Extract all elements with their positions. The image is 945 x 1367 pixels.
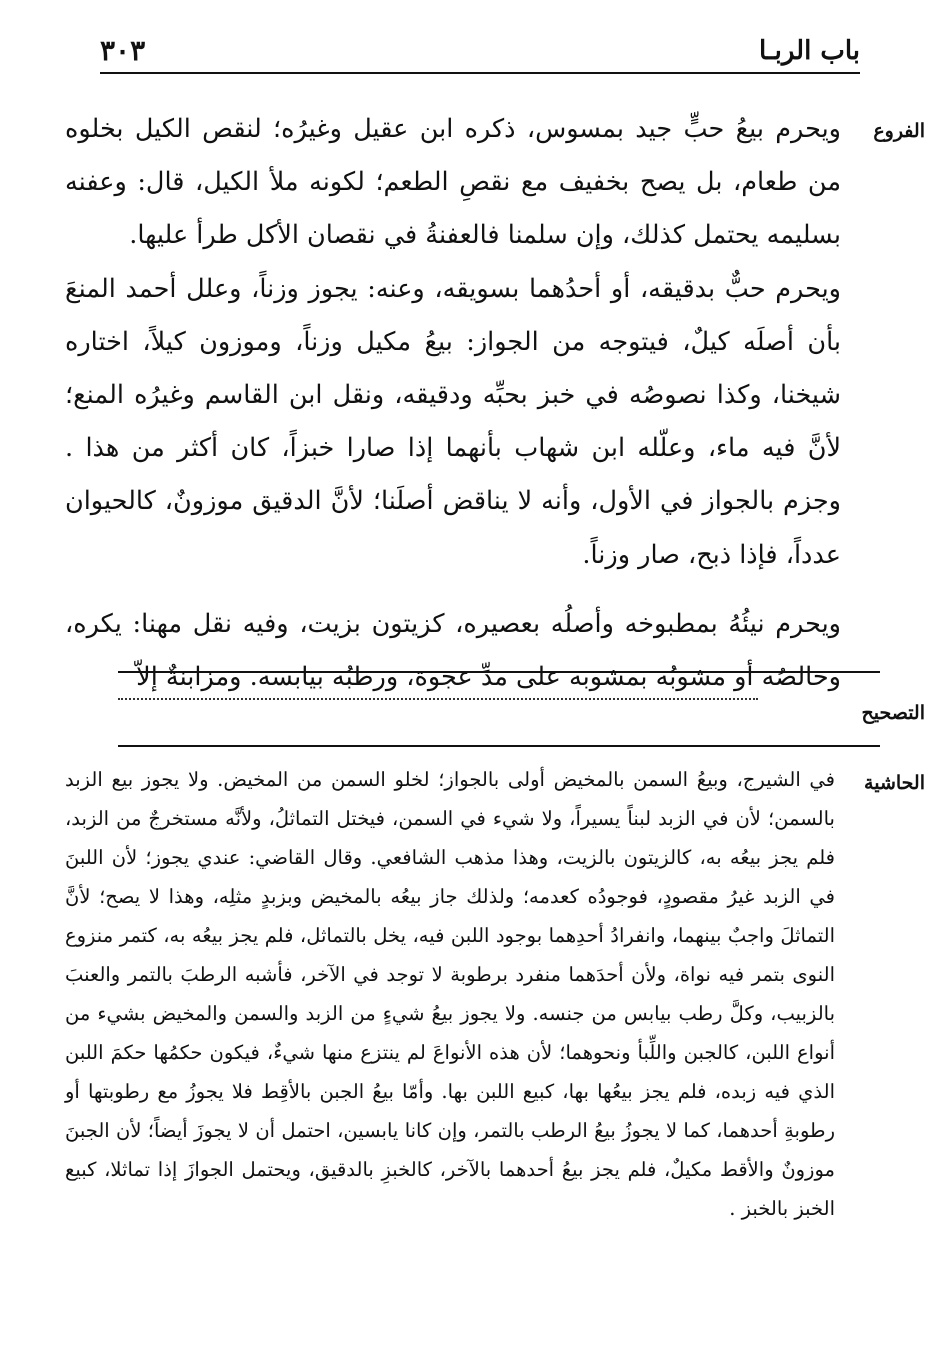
label-furu: الفروع <box>873 120 925 142</box>
footnote-text <box>65 760 835 1228</box>
label-hashiya: الحاشية <box>864 772 925 794</box>
page-number: ٣٠٣ <box>100 34 146 67</box>
chapter-title: باب الربـا <box>759 36 860 66</box>
separator-line-bottom <box>118 745 880 747</box>
main-paragraph-1: ويحرم بيعُ حبٍّ جيد بمسوس، ذكره ابن عقيل وغيرُه؛ لنقص الكيل بخلوه من طعام، بل يصح بخفيف مع نقصِ الطعم؛ لكونه ملأ الكيل، قال: وعفنه بسليمه يحتمل كذلك، وإن سلمنا فالعفنةُ في نقصان الأكل طرأ عليها. <box>65 114 841 251</box>
main-paragraph-3: ويحرم نيئُهُ بمطبوخه وأصلُه بعصيره، كزيتون بزيت، وفيه نقل مهنا: يكره، وخالصُه أو مشوبُه بمشوبه على مدِّ عجوة، ورطبُه بيابسه. ومزابنةٌ إلاّ <box>65 608 841 693</box>
separator-line-top <box>118 671 880 673</box>
page-header <box>100 30 860 74</box>
tashih-dotted-line <box>118 698 758 700</box>
main-paragraph-2: ويحرم حبٌّ بدقيقه، أو أحدُهما بسويقه، وعنه: يجوز وزناً، وعلل أحمد المنعَ بأن أصلَه كيلٌ، فيتوجه من الجواز: بيعُ مكيل وزناً، وموزون كيلاً، اختاره شيخنا، وكذا نصوصُه في خبز بحبِّه ودقيقه، ونقل ابن القاسم وغيرُه المنع؛ لأنَّ فيه ماء، وعلّله ابن شهاب بأنهما إذا صارا خبزاً، كان أكثر من هذا . وجزم بالجواز في الأول، وأنه لا يناقض أصلَنا؛ لأنَّ الدقيق موزونٌ، كالحيوان عدداً، فإذا ذبح، صار وزناً. <box>65 273 841 570</box>
footnote-paragraph: في الشيرج، وبيعُ السمن بالمخيض أولى بالجواز؛ لخلو السمن من المخيض. ولا يجوز بيع الزبد بالسمن؛ لأن في الزبد لبناً يسيراً، ولا شيء في السمن، فيختل التماثلُ، ولأنَّه مستخرجٌ من الزبد، فلم يجز بيعُه به، كالزيتون بالزيت، وهذا مذهب الشافعي. وقال القاضي: عندي يجوز؛ لأن اللبنَ في الزبد غيرُ مقصودٍ، فوجودُه كعدمه؛ ولذلك جاز بيعُه بالمخيض وبزبدٍ مثلِه، وهذا لا يصح؛ لأنَّ التماثلَ واجبٌ بينهما، وانفرادُ أحدِهما بوجود اللبن فيه، يخل بالتماثل، فلم يجز بيعُه به، كتمر منزوع النوى بتمر فيه نواة، ولأن أحدَهما منفرد برطوبة لا توجد في الآخر، فأشبه الرطبَ بالتمر والعنبَ بالزبيب، وكلَّ رطب بيابس من جنسه. ولا يجوز بيعُ شيءٍ من الزبد والسمن والمخيض بشيء من أنواع اللبن، كالجبن واللِّبأ ونحوهما؛ لأن هذه الأنواعَ لم ينتزع منها شيءٌ، فيكون حكمُها حكمَ اللبن الذي فيه زبده، فلم يجز بيعُها بها، كبيع اللبن بها. وأمّا بيعُ الجبن بالأقِط فلا يجوزُ مع رطوبتها أو رطوبةِ أحدهما، كما لا يجوزُ بيعُ الرطب بالتمر، وإن كانا يابسين، احتمل أن لا يجوزَ أيضاً؛ لأن الجبنَ موزونٌ والأقط مكيلٌ، فلم يجز بيعُ أحدهما بالآخر، كالخبزِ بالدقيق، ويحتمل الجوازَ إذا تماثلا، كبيع الخبز بالخبز . <box>65 768 835 1220</box>
label-tashih: التصحيح <box>861 702 925 724</box>
main-text <box>65 103 841 704</box>
